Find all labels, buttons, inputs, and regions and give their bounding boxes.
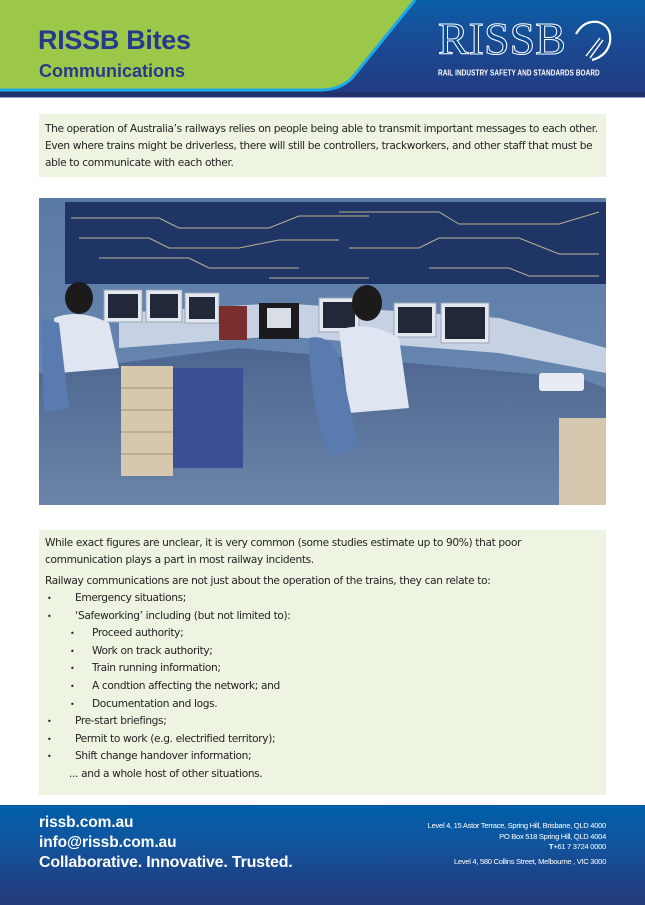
- list-item-text: ‘Safeworking’ including (but not limited to):: [75, 609, 291, 622]
- list-item: [45, 731, 599, 749]
- phone-line: [428, 842, 606, 853]
- list-item-text: Proceed authority;: [92, 627, 184, 640]
- list-subitem: [45, 660, 599, 678]
- list-subitem: [45, 678, 599, 696]
- bullet-icon: •: [70, 699, 75, 709]
- rissb-swoosh-icon: [570, 18, 614, 62]
- website-link[interactable]: rissb.com.au: [39, 814, 134, 831]
- bullet-icon: •: [70, 681, 75, 691]
- list-item-text: Pre-start briefings;: [75, 715, 167, 728]
- po-box: PO Box 518 Spring Hill, QLD 4004: [499, 831, 606, 841]
- list-item-text: A condtion affecting the network; and: [92, 679, 280, 692]
- list-item-text: Emergency situations;: [75, 592, 186, 604]
- bullet-icon: •: [70, 629, 75, 639]
- control-room-photo-illustration: [39, 198, 606, 505]
- intro-text: The operation of Australia’s railways relies on people being able to transmit important messages to each other. Even where trains might be driverless, there will still be controllers, trackworkers, and other staff that must be able to communicate with each other.: [45, 123, 598, 169]
- list-item-text: Shift change handover information;: [75, 750, 252, 763]
- list-closing-text: ... and a whole host of other situations.: [69, 767, 263, 780]
- logo-tagline: RAIL INDUSTRY SAFETY AND STANDARDS BOARD: [438, 69, 600, 79]
- header-banner: [0, 0, 645, 98]
- control-room-photo: [39, 198, 606, 505]
- address-melbourne: Level 4, 580 Collins Street, Melbourne , VIC 3000: [453, 856, 606, 866]
- list-subitem: [45, 625, 599, 643]
- email-link[interactable]: info@rissb.com.au: [39, 834, 177, 851]
- list-subitem: [45, 696, 599, 714]
- list-item-text: Work on track authority;: [92, 644, 213, 657]
- page-subtitle: Communications: [39, 61, 186, 81]
- list-item-text: Train running information;: [92, 662, 221, 675]
- list-item-text: Permit to work (e.g. electrified territory);: [75, 732, 276, 745]
- bullet-icon: •: [47, 752, 52, 762]
- page-title: RISSB Bites: [38, 25, 191, 55]
- list-item: [45, 608, 599, 626]
- body-box: [39, 530, 606, 795]
- bullet-icon: •: [47, 734, 52, 744]
- list-subitem: [45, 643, 599, 661]
- bullet-icon: •: [70, 664, 75, 674]
- body-paragraph-1: While exact figures are unclear, it is very common (some studies estimate up to 90%) that poor communication plays a part in most railway incidents.: [45, 537, 522, 566]
- footer-contact: [39, 813, 293, 873]
- list-item: [45, 713, 599, 731]
- phone-label: T: [548, 842, 554, 851]
- footer-addresses: [428, 821, 606, 867]
- body-paragraph-2: Railway communications are not just about the operation of the trains, they can relate to:: [45, 575, 491, 587]
- logo-wordmark: RISSB: [438, 13, 566, 64]
- phone-number[interactable]: +61 7 3724 0000: [553, 842, 606, 851]
- bullet-icon: •: [47, 717, 52, 727]
- intro-box: [39, 114, 606, 177]
- address-brisbane: Level 4, 15 Astor Terrace, Spring Hill, Brisbane, QLD 4000: [427, 821, 606, 830]
- list-item-text: Documentation and logs.: [92, 697, 218, 710]
- bullet-icon: •: [47, 594, 52, 603]
- footer: [0, 805, 645, 905]
- rissb-logo[interactable]: [432, 14, 622, 84]
- list-item: [45, 748, 599, 766]
- list-item: [45, 590, 599, 608]
- bullet-icon: •: [70, 646, 75, 656]
- bullet-icon: •: [47, 611, 52, 621]
- communications-list: [45, 590, 599, 784]
- footer-tagline: Collaborative. Innovative. Trusted.: [39, 854, 293, 871]
